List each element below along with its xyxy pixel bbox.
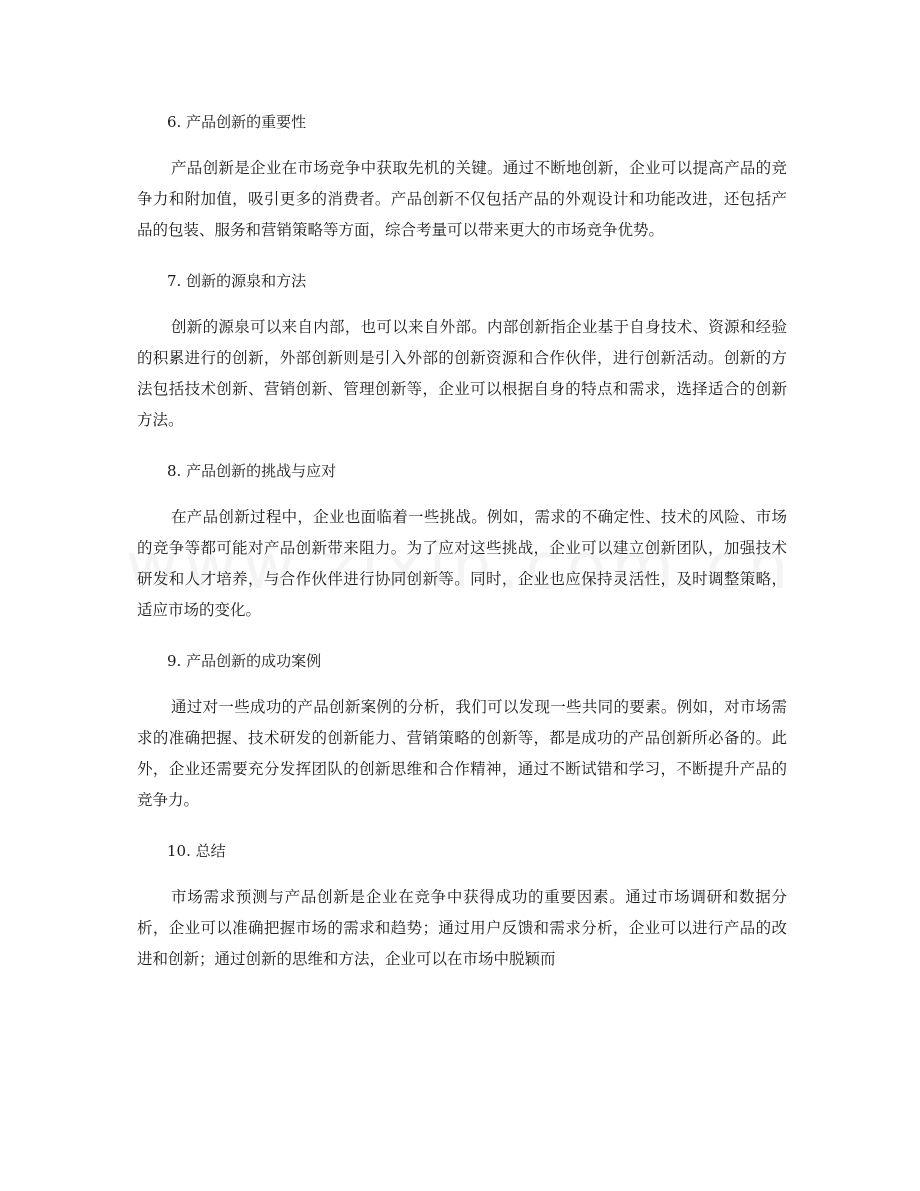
section-heading: 10. 总结: [167, 842, 226, 860]
section-heading: 6. 产品创新的重要性: [167, 113, 307, 131]
section-innovation-sources-methods: [137, 263, 787, 436]
section-product-innovation-importance: [137, 104, 787, 246]
section-innovation-challenges: [137, 453, 787, 626]
section-heading: 9. 产品创新的成功案例: [167, 652, 322, 670]
section-summary: [137, 833, 787, 975]
section-innovation-success-cases: [137, 643, 787, 816]
section-paragraph: 通过对一些成功的产品创新案例的分析，我们可以发现一些共同的要素。例如，对市场需求的准确把握、技术研发的创新能力、营销策略的创新等，都是成功的产品创新所必备的。此外，企业还需要充分发挥团队的创新思维和合作精神，通过不断试错和学习，不断提升产品的竞争力。: [137, 698, 787, 809]
section-paragraph: 创新的源泉可以来自内部，也可以来自外部。内部创新指企业基于自身技术、资源和经验的积累进行的创新，外部创新则是引入外部的创新资源和合作伙伴，进行创新活动。创新的方法包括技术创新、营销创新、管理创新等，企业可以根据自身的特点和需求，选择适合的创新方法。: [137, 318, 787, 429]
section-paragraph: 在产品创新过程中，企业也面临着一些挑战。例如，需求的不确定性、技术的风险、市场的竞争等都可能对产品创新带来阻力。为了应对这些挑战，企业可以建立创新团队，加强技术研发和人才培养，与合作伙伴进行协同创新等。同时，企业也应保持灵活性，及时调整策略，适应市场的变化。: [137, 508, 787, 619]
section-heading: 8. 产品创新的挑战与应对: [167, 462, 337, 480]
section-heading: 7. 创新的源泉和方法: [167, 272, 307, 290]
section-paragraph: 产品创新是企业在市场竞争中获取先机的关键。通过不断地创新，企业可以提高产品的竞争力和附加值，吸引更多的消费者。产品创新不仅包括产品的外观设计和功能改进，还包括产品的包装、服务和营销策略等方面，综合考量可以带来更大的市场竞争优势。: [137, 159, 787, 239]
document-body: [137, 104, 787, 975]
section-paragraph: 市场需求预测与产品创新是企业在竞争中获得成功的重要因素。通过市场调研和数据分析，企业可以准确把握市场的需求和趋势；通过用户反馈和需求分析，企业可以进行产品的改进和创新；通过创新的思维和方法，企业可以在市场中脱颖而: [137, 888, 787, 968]
